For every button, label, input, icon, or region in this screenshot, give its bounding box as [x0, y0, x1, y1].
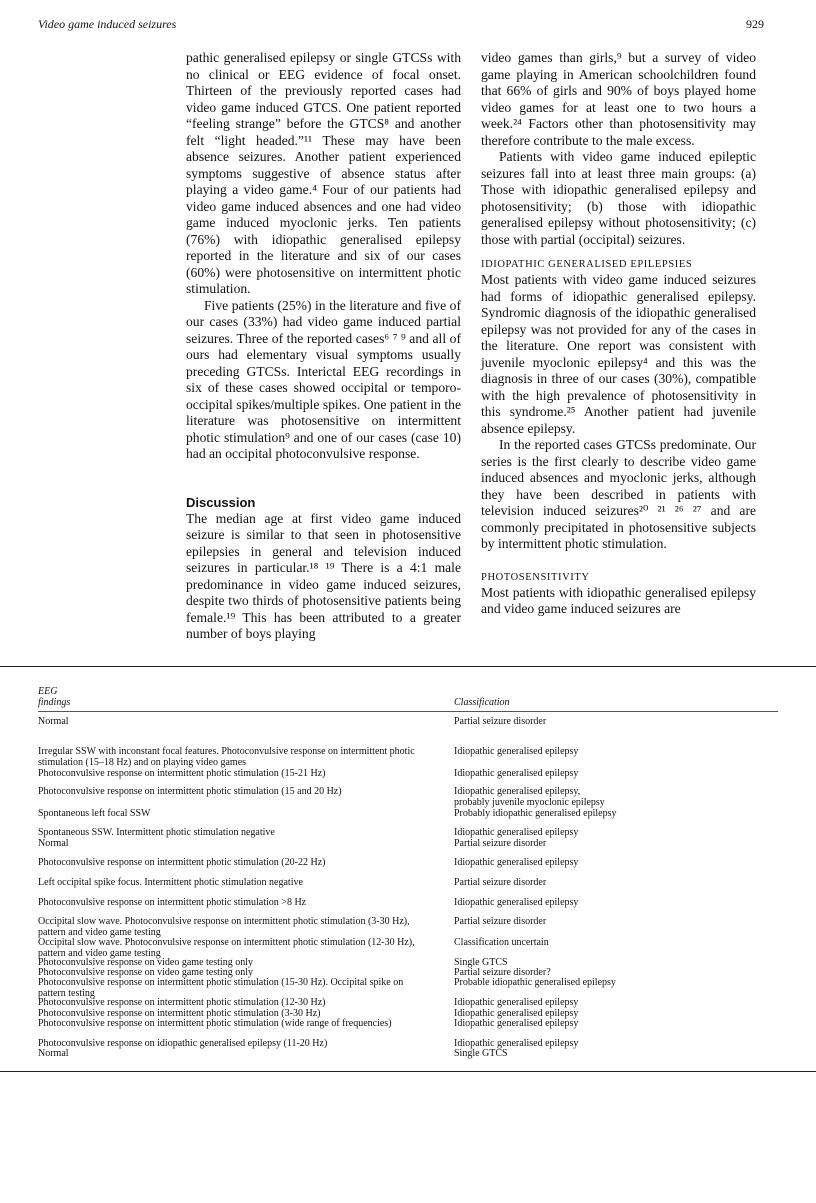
body-paragraph: Most patients with idiopathic generalised epilepsy and video game induced seizures are: [481, 584, 756, 616]
body-paragraph: video games than girls,⁹ but a survey of video game playing in American schoolchildren found that 66% of girls and 90% of boys played home video games for at least one to two hours a week.²⁴ Factors other than photosensitivity may therefore contribute to the male excess.: [481, 50, 756, 148]
table-cell-eeg: Photoconvulsive response on video game testing only: [38, 967, 253, 978]
table-cell-classification: Single GTCS: [454, 957, 508, 968]
table-header-eeg: EEG findings: [38, 686, 71, 708]
table-cell-eeg: Normal: [38, 1048, 69, 1059]
table-cell-eeg: Left occipital spike focus. Intermittent photic stimulation negative: [38, 877, 303, 888]
table-cell-eeg: Occipital slow wave. Photoconvulsive response on intermittent photic stimulation (12-30 Hz), pattern and video game testing: [38, 937, 415, 959]
section-heading-photosensitivity: PHOTOSENSITIVITY: [481, 571, 590, 583]
table-cell-classification: Idiopathic generalised epilepsy: [454, 857, 579, 868]
body-paragraph: In the reported cases GTCSs predominate. Our series is the first clearly to describe video game induced absences and myoclonic jerks, although they have been described in patients with television induced seizures²⁰ ²¹ ²⁶ ²⁷ and are commonly precipitated in photosensitive subjects by intermittent photic stimulation.: [481, 437, 756, 551]
page-number: 929: [746, 17, 764, 31]
table-cell-eeg: Photoconvulsive response on intermittent photic stimulation (wide range of frequencies): [38, 1018, 392, 1029]
table-cell-eeg: Spontaneous SSW. Intermittent photic stimulation negative: [38, 827, 275, 838]
table-cell-classification: Partial seizure disorder?: [454, 967, 551, 978]
body-paragraph: Most patients with video game induced seizures had forms of idiopathic generalised epilepsy. Syndromic diagnosis of the idiopathic generalised epilepsy was not provided for any of the cases in the literature. One report was consistent with juvenile myoclonic epilepsy⁴ and this was the diagnosis in three of our cases (30%), compatible with the high prevalence of photosensitivity in this syndrome.²⁵ Another patient had juvenile absence epilepsy.: [481, 272, 756, 436]
table-cell-classification: Idiopathic generalised epilepsy, probably juvenile myoclonic epilepsy: [454, 786, 605, 808]
table-cell-classification: Idiopathic generalised epilepsy: [454, 1018, 579, 1029]
table-cell-classification: Idiopathic generalised epilepsy: [454, 746, 579, 757]
table-cell-classification: Probable idiopathic generalised epilepsy: [454, 977, 616, 988]
table-cell-classification: Probably idiopathic generalised epilepsy: [454, 808, 617, 819]
table-cell-eeg: Photoconvulsive response on intermittent photic stimulation (15-30 Hz). Occipital spike on pattern testing: [38, 977, 404, 999]
table-header-classification: Classification: [454, 697, 510, 708]
running-head: Video game induced seizures: [38, 17, 177, 31]
table-cell-classification: Idiopathic generalised epilepsy: [454, 1038, 579, 1049]
table-cell-eeg: Photoconvulsive response on intermittent photic stimulation (15 and 20 Hz): [38, 786, 342, 797]
table-cell-eeg: Occipital slow wave. Photoconvulsive response on intermittent photic stimulation (3-30 Hz), pattern and video game testing: [38, 916, 410, 938]
body-paragraph: Patients with video game induced epileptic seizures fall into at least three main groups: (a) Those with idiopathic generalised epilepsy and photosensitivity; (b) those with idiopathic generalised epilepsy without photosensitivity; (c) those with partial (occipital) seizures.: [481, 149, 756, 247]
body-paragraph: Five patients (25%) in the literature and five of our cases (33%) had video game induced partial seizures. Three of the reported cases⁶ ⁷ ⁹ and all of ours had elementary visual symptoms usually preceding GTCSs. Interictal EEG recordings in six of these cases showed occipital or temporo-occipital spikes/multiple spikes. One patient in the literature was photosensitive on intermittent photic stimulation⁹ and one of our cases (case 10) had an occipital photoconvulsive response.: [186, 297, 461, 461]
table-cell-eeg: Photoconvulsive response on intermittent photic stimulation (20-22 Hz): [38, 857, 326, 868]
body-paragraph: The median age at first video game induced seizure is similar to that seen in photosensitive epilepsies in general and television induced seizures in particular.¹⁸ ¹⁹ There is a 4:1 male predominance in video game induced seizures, despite two thirds of photosensitive patients being female.¹⁹ This has been attributed to a greater number of boys playing: [186, 510, 461, 641]
table-cell-eeg: Photoconvulsive response on idiopathic generalised epilepsy (11-20 Hz): [38, 1038, 328, 1049]
table-cell-eeg: Photoconvulsive response on video game testing only: [38, 957, 253, 968]
table-cell-eeg: Photoconvulsive response on intermittent photic stimulation (3-30 Hz): [38, 1008, 321, 1019]
table-cell-classification: Classification uncertain: [454, 937, 549, 948]
table-cell-classification: Idiopathic generalised epilepsy: [454, 827, 579, 838]
table-cell-eeg: Photoconvulsive response on intermittent photic stimulation >8 Hz: [38, 897, 307, 908]
discussion-heading: Discussion: [186, 494, 256, 510]
table-cell-eeg: Irregular SSW with inconstant focal features. Photoconvulsive response on intermittent photic stimulation (15–18 Hz) and on playing video games: [38, 746, 415, 768]
table-bottom-rule: [0, 1071, 816, 1072]
table-cell-classification: Partial seizure disorder: [454, 916, 547, 927]
table-cell-eeg: Spontaneous left focal SSW: [38, 808, 151, 819]
left-text-column: [186, 50, 461, 643]
table-cell-classification: Partial seizure disorder: [454, 716, 547, 727]
table-cell-eeg: Photoconvulsive response on intermittent photic stimulation (12-30 Hz): [38, 997, 326, 1008]
table-cell-classification: Idiopathic generalised epilepsy: [454, 768, 579, 779]
table-cell-classification: Idiopathic generalised epilepsy: [454, 1008, 579, 1019]
table-cell-eeg: Photoconvulsive response on intermittent photic stimulation (15-21 Hz): [38, 768, 326, 779]
table-cell-classification: Partial seizure disorder: [454, 877, 547, 888]
body-paragraph: pathic generalised epilepsy or single GTCSs with no clinical or EEG evidence of focal onset. Thirteen of the previously reported cases had video game induced GTCS. One patient reported “feeling strange” before the GTCS⁸ and another felt “light headed.”¹¹ These may have been absence seizures. Another patient experienced symptoms suggestive of absence status after playing a video game.⁴ Four of our patients had video game induced absences and one had video game induced myoclonic jerks. Ten patients (76%) with idiopathic generalised epilepsy reported in the literature and six of our cases (60%) were photosensitive on intermittent photic stimulation.: [186, 50, 461, 296]
table-header-rule: [38, 711, 778, 712]
table-cell-eeg: Normal: [38, 716, 69, 727]
table-cell-classification: Idiopathic generalised epilepsy: [454, 997, 579, 1008]
table-top-rule: [0, 666, 816, 667]
table-cell-classification: Partial seizure disorder: [454, 838, 547, 849]
table-cell-classification: Single GTCS: [454, 1048, 508, 1059]
section-heading-idiopathic: IDIOPATHIC GENERALISED EPILEPSIES: [481, 259, 693, 270]
table-cell-eeg: Normal: [38, 838, 69, 849]
table-cell-classification: Idiopathic generalised epilepsy: [454, 897, 579, 908]
right-text-column: [481, 50, 756, 618]
